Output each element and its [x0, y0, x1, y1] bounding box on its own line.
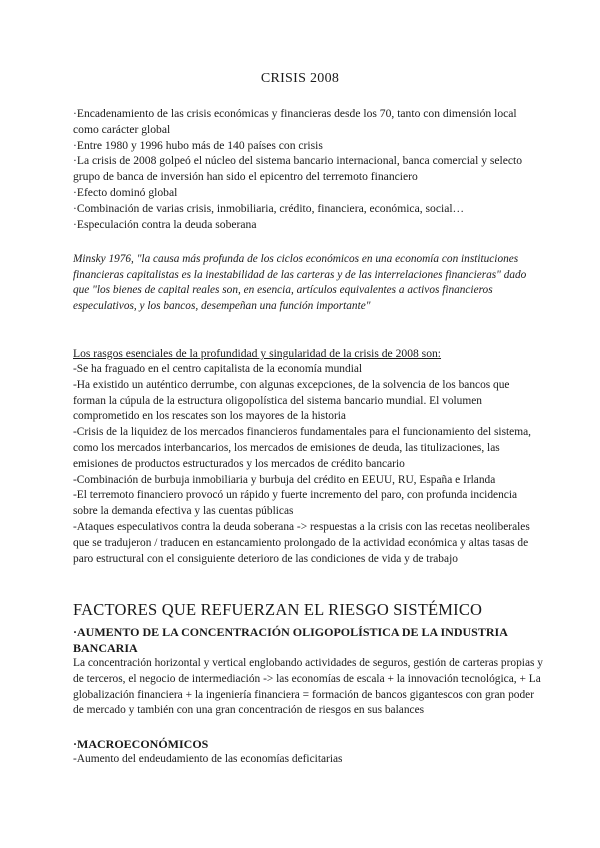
- bullet-item: ·Combinación de varias crisis, inmobiliaria, crédito, financiera, económica, social…: [73, 201, 465, 215]
- concentracion-subheading: ·AUMENTO DE LA CONCENTRACIÓN OLIGOPOLÍSTICA DE LA INDUSTRIA BANCARIA: [73, 625, 508, 655]
- rasgos-heading: Los rasgos esenciales de la profundidad y singularidad de la crisis de 2008 son:: [73, 347, 442, 360]
- rasgo-item: -Ha existido un auténtico derrumbe, con algunas excepciones, de la solvencia de los bancos que forman la cúpula de la estructura oligopolística del sistema bancario mundial. El volumen comprometido en los rescates son los mayores de la historia: [73, 378, 510, 423]
- rasgo-item: -Combinación de burbuja inmobiliaria y burbuja del crédito en EEUU, RU, España e Irlanda: [73, 473, 496, 486]
- concentracion-paragraph: La concentración horizontal y vertical englobando actividades de seguros, gestión de carteras propias y de terceros, el negocio de intermediación -> las economías de escala + la innovación tecnológica, + La globalización financiera + la ingeniería financiera = formación de bancos gigantescos con gran poder de mercado y también con una gran concentración de riesgos en sus balances: [73, 657, 544, 717]
- bullet-item: ·Encadenamiento de las crisis económicas y financieras desde los 70, tanto con dimensión local como carácter global: [73, 107, 517, 136]
- factores-heading: FACTORES QUE REFUERZAN EL RIESGO SISTÉMICO: [73, 600, 483, 619]
- document-title: CRISIS 2008: [260, 71, 340, 86]
- bullet-item: ·Efecto dominó global: [73, 185, 178, 199]
- macro-list: [73, 752, 543, 768]
- intro-bullet-list: [73, 106, 543, 232]
- rasgo-item: -Ataques especulativos contra la deuda soberana -> respuestas a la crisis con las recetas neoliberales que se tradujeron / traducen en estancamiento prolongado de la actividad económica y altas tasas de paro estructural con el consiguiente deterioro de las condiciones de vida y de trabajo: [73, 520, 530, 565]
- bullet-item: ·Entre 1980 y 1996 hubo más de 140 países con crisis: [73, 138, 323, 152]
- bullet-item: ·Especulación contra la deuda soberana: [73, 217, 257, 231]
- rasgo-item: -Se ha fraguado en el centro capitalista de la economía mundial: [73, 363, 363, 375]
- rasgos-list: [73, 362, 543, 567]
- rasgo-item: -Crisis de la liquidez de los mercados financieros fundamentales para el funcionamiento del sistema, como los mercados interbancarios, los mercados de emisiones de deuda, las titulizaciones, las emisiones de productos estructurados y los mercados de crédito bancario: [73, 426, 532, 470]
- macro-subheading: ·MACROECONÓMICOS: [73, 737, 209, 751]
- minsky-quote: Minsky 1976, "la causa más profunda de los ciclos económicos en una economía con instituciones financieras capitalistas es la inestabilidad de las carteras y de las interrelaciones financieras" dado que "los bienes de capital reales son, en esencia, artículos equivalentes a activos financieros especulativos, y los bancos, desempeñan una función importante": [73, 253, 527, 313]
- rasgo-item: -El terremoto financiero provocó un rápido y fuerte incremento del paro, con profunda incidencia sobre la demanda efectiva y las cuentas públicas: [73, 489, 518, 518]
- macro-item: -Aumento del endeudamiento de las economías deficitarias: [73, 753, 343, 765]
- bullet-item: ·La crisis de 2008 golpeó el núcleo del sistema bancario internacional, banca comercial y selecto grupo de banca de inversión han sido el epicentro del terremoto financiero: [73, 154, 523, 184]
